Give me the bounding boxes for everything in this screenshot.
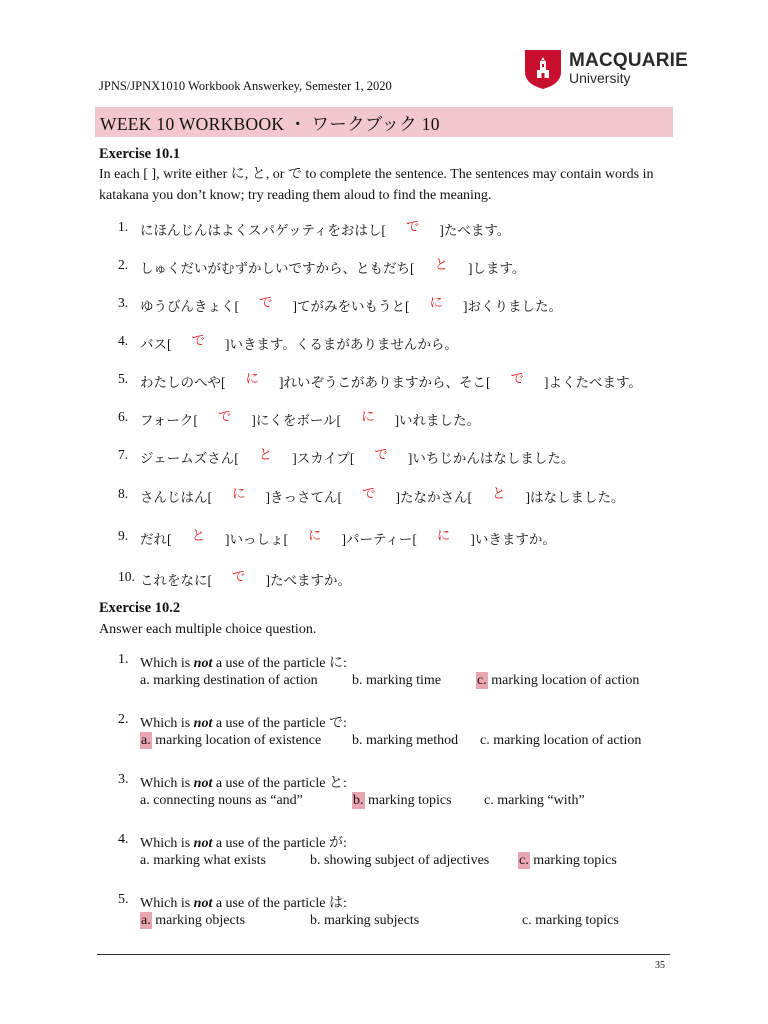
answer-particle: と (191, 528, 205, 543)
answer-particle: で (217, 409, 232, 424)
banner-title: WEEK 10 WORKBOOK ・ ワークブック 10 (100, 114, 440, 134)
selected-answer-letter: c. (519, 853, 529, 868)
sentence-segment: フォーク[ (140, 413, 198, 428)
choice-option (310, 853, 489, 869)
question-stem: Which is not a use of the particle に: (140, 656, 347, 671)
sentence-segment: ]てがみをいもうと[ (292, 299, 410, 314)
option-letter: b. (352, 733, 363, 748)
choice-option (140, 913, 245, 929)
choice-option (476, 673, 639, 689)
question-number: 3. (118, 772, 129, 787)
answer-particle: で (259, 295, 273, 310)
exercise-2-title: Exercise 10.2 (99, 600, 181, 616)
question-number: 9. (118, 528, 129, 543)
answer-particle: に (245, 371, 259, 386)
sentence-segment: これをなに[ (140, 573, 212, 588)
question-number: 6. (118, 409, 129, 424)
question-number: 4. (118, 333, 129, 348)
answer-particle: で (374, 447, 388, 462)
question-number: 5. (118, 892, 129, 907)
sentence-segment: ]たなかさん[ (395, 490, 472, 505)
option-text: connecting nouns as “and” (149, 793, 303, 808)
question-text (140, 257, 525, 277)
question-number: 7. (118, 447, 129, 462)
emphasis-not: not (193, 896, 213, 911)
emphasis-not: not (193, 776, 213, 791)
sentence-segment: にほんじんはよくスパゲッティをおはし[ (140, 223, 386, 238)
option-text: marking location of action (487, 673, 640, 688)
choice-option (140, 793, 303, 809)
option-text: showing subject of adjectives (320, 853, 490, 868)
question-stem: Which is not a use of the particle が: (140, 836, 347, 851)
question-number: 4. (118, 832, 129, 847)
selected-answer-letter: c. (477, 673, 487, 688)
choice-option (352, 673, 441, 689)
sentence-segment: ]いれました。 (394, 413, 481, 428)
option-text: marking objects (151, 913, 246, 928)
option-text: marking topics (529, 853, 617, 868)
emphasis-not: not (193, 836, 213, 851)
sentence-segment: ゆうびんきょく[ (140, 299, 239, 314)
university-logo (523, 48, 688, 92)
sentence-segment: ]いちじかんはなしました。 (407, 451, 575, 466)
choice-option (140, 733, 321, 749)
choice-option (518, 853, 617, 869)
question-text (140, 333, 458, 353)
question-text (140, 295, 562, 315)
answer-particle: で (191, 333, 205, 348)
sentence-segment: ]はなしました。 (525, 490, 625, 505)
question-stem: Which is not a use of the particle は: (140, 896, 347, 911)
week-banner (95, 107, 673, 137)
option-text: marking “with” (493, 793, 585, 808)
exercise-1-title: Exercise 10.1 (99, 146, 181, 162)
sentence-segment: ]たべますか。 (265, 573, 351, 588)
question-number: 2. (118, 257, 129, 272)
sentence-segment: わたしのへや[ (140, 375, 226, 390)
question-number: 10. (118, 569, 135, 584)
choice-option (484, 793, 585, 809)
option-letter: b. (352, 673, 363, 688)
question-text (140, 528, 556, 548)
sentence-segment: ]スカイプ[ (292, 451, 355, 466)
sentence-segment: ]いきます。くるまがありませんから。 (225, 337, 458, 352)
option-text: marking destination of action (149, 673, 318, 688)
option-letter: a. (140, 793, 150, 808)
question-stem: Which is not a use of the particle で: (140, 716, 347, 731)
logo-subtitle: University (569, 70, 631, 86)
option-letter: c. (484, 793, 494, 808)
option-letter: b. (310, 913, 321, 928)
choice-option (310, 913, 419, 929)
exercise-2-instructions: Answer each multiple choice question. (99, 622, 317, 637)
emphasis-not: not (193, 716, 213, 731)
exercise-1-instructions: In each [ ], write either に, と, or で to complete the sentence. The sentences may contain words in katakana you don’t know; try reading them aloud to find the meaning. (99, 167, 654, 203)
option-text: marking location of existence (151, 733, 322, 748)
question-number: 8. (118, 486, 129, 501)
option-text: marking what exists (149, 853, 266, 868)
sentence-segment: ]きっさてん[ (265, 490, 342, 505)
page-number: 35 (655, 960, 665, 971)
question-number: 2. (118, 712, 129, 727)
sentence-segment: しゅくだいがむずかしいですから、ともだち[ (140, 261, 415, 276)
selected-answer-letter: a. (141, 913, 151, 928)
choice-option (140, 673, 318, 689)
footer-divider (97, 954, 670, 955)
sentence-segment: ]パーティー[ (341, 532, 417, 547)
option-letter: c. (480, 733, 490, 748)
answer-particle: に (308, 528, 322, 543)
option-letter: c. (522, 913, 532, 928)
option-text: marking subjects (320, 913, 420, 928)
option-letter: b. (310, 853, 321, 868)
option-text: marking method (362, 733, 459, 748)
sentence-segment: ]にくをボール[ (251, 413, 342, 428)
answer-particle: で (232, 569, 246, 584)
option-text: marking time (362, 673, 442, 688)
choice-option (522, 913, 619, 929)
question-number: 3. (118, 295, 129, 310)
answer-particle: に (232, 486, 246, 501)
option-text: marking topics (531, 913, 619, 928)
option-letter: a. (140, 673, 150, 688)
answer-particle: で (510, 371, 524, 386)
question-text (140, 447, 574, 467)
shield-icon (523, 48, 563, 90)
question-text (140, 219, 510, 239)
answer-particle: で (362, 486, 376, 501)
choice-option (352, 733, 458, 749)
sentence-segment: ]いきますか。 (470, 532, 556, 547)
sentence-segment: だれ[ (140, 532, 172, 547)
sentence-segment: ジェームズさん[ (140, 451, 239, 466)
option-text: marking topics (364, 793, 452, 808)
selected-answer-letter: a. (141, 733, 151, 748)
choice-option (352, 793, 452, 809)
answer-particle: と (434, 257, 448, 272)
option-text: marking location of action (489, 733, 642, 748)
answer-particle: に (361, 409, 375, 424)
question-text (140, 409, 480, 429)
sentence-segment: バス[ (140, 337, 172, 352)
answer-particle: で (405, 219, 420, 234)
sentence-segment: ]します。 (468, 261, 526, 276)
sentence-segment: ]いっしょ[ (225, 532, 288, 547)
question-number: 5. (118, 371, 129, 386)
emphasis-not: not (193, 656, 213, 671)
option-letter: a. (140, 853, 150, 868)
answer-particle: に (429, 295, 443, 310)
sentence-segment: さんじはん[ (140, 490, 212, 505)
question-stem: Which is not a use of the particle と: (140, 776, 347, 791)
logo-name: MACQUARIE (569, 50, 688, 71)
choice-option (140, 853, 266, 869)
course-header: JPNS/JPNX1010 Workbook Answerkey, Semester 1, 2020 (99, 79, 392, 93)
answer-particle: に (436, 528, 451, 543)
answer-particle: と (258, 447, 273, 462)
sentence-segment: ]たべます。 (439, 223, 511, 238)
sentence-segment: ]よくたべます。 (544, 375, 642, 390)
question-text (140, 569, 351, 589)
choice-option (480, 733, 641, 749)
question-text (140, 371, 642, 391)
question-text (140, 486, 625, 506)
sentence-segment: ]れいぞうこがありますから、そこ[ (279, 375, 491, 390)
question-number: 1. (118, 219, 129, 234)
answer-particle: と (492, 486, 506, 501)
question-number: 1. (118, 652, 129, 667)
sentence-segment: ]おくりました。 (463, 299, 562, 314)
selected-answer-letter: b. (353, 793, 364, 808)
